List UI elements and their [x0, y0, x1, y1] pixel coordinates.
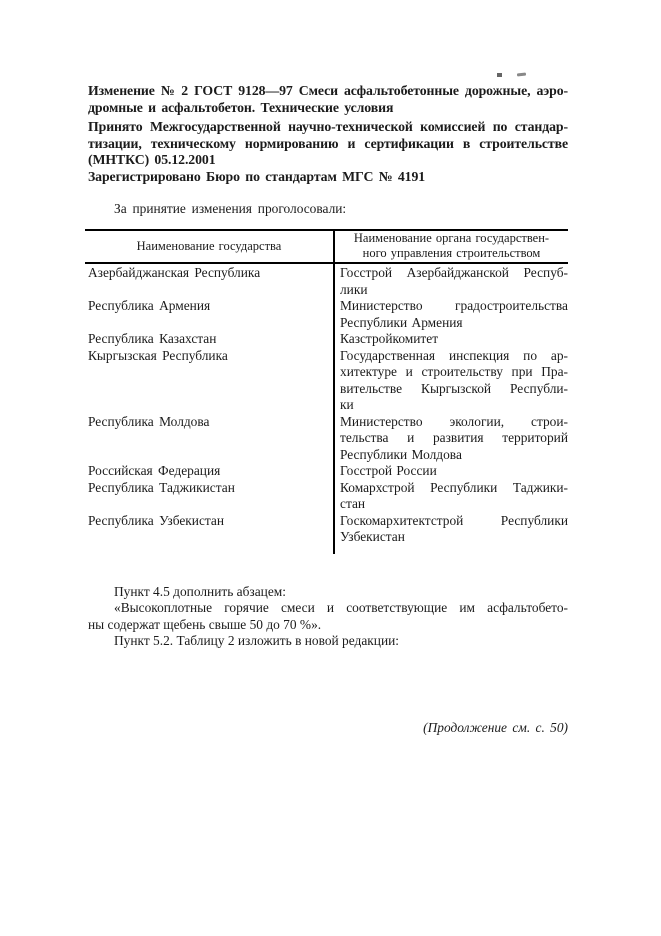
- text-line: ки: [340, 397, 354, 412]
- agency-cell: [333, 298, 568, 331]
- text-line: Госстрой Азербайджанской Респуб-: [340, 265, 568, 280]
- text-line: Государственная инспекция по ар-: [340, 347, 568, 363]
- text-line: тизации, техническому нормированию и сертификации в строительстве: [88, 135, 568, 151]
- text-line: Узбекистан: [340, 529, 405, 544]
- smudge-mark: [517, 73, 526, 77]
- table-row: [85, 463, 568, 480]
- amendment-paragraph: [88, 633, 568, 650]
- country-cell: Республика Молдова: [88, 413, 210, 429]
- agency-cell: [333, 265, 568, 298]
- column-header-agency: [333, 231, 568, 262]
- continuation-note-text: (Продолжение см. с. 50): [423, 719, 568, 735]
- table-row: [85, 348, 568, 414]
- table-body: [85, 264, 568, 554]
- vote-table: [85, 229, 568, 554]
- table-row: [85, 480, 568, 513]
- text-line: Госкомархитектстрой Республики: [340, 512, 568, 528]
- text-line: Комархстрой Республики Таджики-: [340, 479, 568, 495]
- registration-statement: [88, 169, 568, 186]
- country-cell: Российская Федерация: [88, 463, 221, 478]
- text-line: Республики Молдова: [340, 446, 462, 462]
- table-row: [85, 298, 568, 331]
- text-line: (МНТКС) 05.12.2001: [88, 152, 216, 167]
- country-cell: Азербайджанская Республика: [88, 265, 261, 280]
- text-line: тельства и развития территорий: [340, 430, 568, 445]
- text-line: Наименование органа государствен-: [353, 231, 550, 245]
- text-line: Принято Межгосударственной научно-технической комиссией по стандар-: [88, 119, 568, 134]
- text-line: ного управления строительством: [362, 246, 541, 260]
- column-divider: [333, 264, 335, 554]
- amendment-paragraph: [88, 584, 568, 601]
- agency-cell: [333, 463, 568, 480]
- text-line: Госстрой России: [340, 463, 437, 478]
- adoption-statement: [88, 119, 568, 169]
- text-line: Казстройкомитет: [340, 331, 439, 346]
- text-line: вительстве Кыргызской Республи-: [340, 380, 568, 396]
- country-cell: Республика Казахстан: [88, 331, 217, 346]
- text-line: «Высокоплотные горячие смеси и соответствующие им асфальтобето-: [114, 600, 568, 615]
- table-row: [85, 265, 568, 298]
- text-line: Зарегистрировано Бюро по стандартам МГС № 4191: [88, 168, 426, 184]
- column-header-country: [85, 231, 333, 262]
- agency-cell: [333, 331, 568, 348]
- smudge-mark: [497, 73, 502, 77]
- amendment-paragraph: [88, 600, 568, 633]
- amendments-section: [88, 584, 661, 650]
- text-line: За принятие изменения проголосовали:: [114, 201, 347, 216]
- table-row: [85, 414, 568, 464]
- agency-cell: [333, 348, 568, 414]
- country-cell: Кыргызская Республика: [88, 347, 228, 363]
- agency-cell: [333, 480, 568, 513]
- agency-cell: [333, 414, 568, 464]
- text-line: Пункт 4.5 дополнить абзацем:: [114, 583, 286, 599]
- text-line: Изменение № 2 ГОСТ 9128—97 Смеси асфальтобетонные дорожные, аэро-: [88, 83, 568, 98]
- text-line: Наименование государства: [136, 238, 282, 253]
- table-row: [85, 331, 568, 348]
- agency-cell: [333, 513, 568, 546]
- amendment-title: [88, 83, 568, 116]
- country-cell: Республика Узбекистан: [88, 512, 225, 528]
- text-line: стан: [340, 496, 366, 511]
- text-line: Пункт 5.2. Таблицу 2 изложить в новой редакции:: [114, 633, 400, 648]
- country-cell: Республика Армения: [88, 298, 211, 313]
- text-line: ны содержат щебень свыше 50 до 70 %».: [88, 616, 322, 632]
- text-line: Министерство экологии, строи-: [340, 413, 568, 429]
- vote-intro: [88, 201, 568, 218]
- table-header-row: [85, 231, 568, 264]
- text-line: Министерство градостроительства: [340, 298, 568, 313]
- country-cell: Республика Таджикистан: [88, 479, 235, 495]
- table-row: [85, 513, 568, 546]
- continuation-note: [88, 720, 568, 736]
- text-line: лики: [340, 281, 368, 297]
- text-line: Республики Армения: [340, 314, 463, 330]
- scan-smudge-icon: [497, 71, 529, 79]
- text-line: дромные и асфальтобетон. Технические условия: [88, 99, 394, 115]
- text-line: хитектуре и строительству при Пра-: [340, 364, 568, 379]
